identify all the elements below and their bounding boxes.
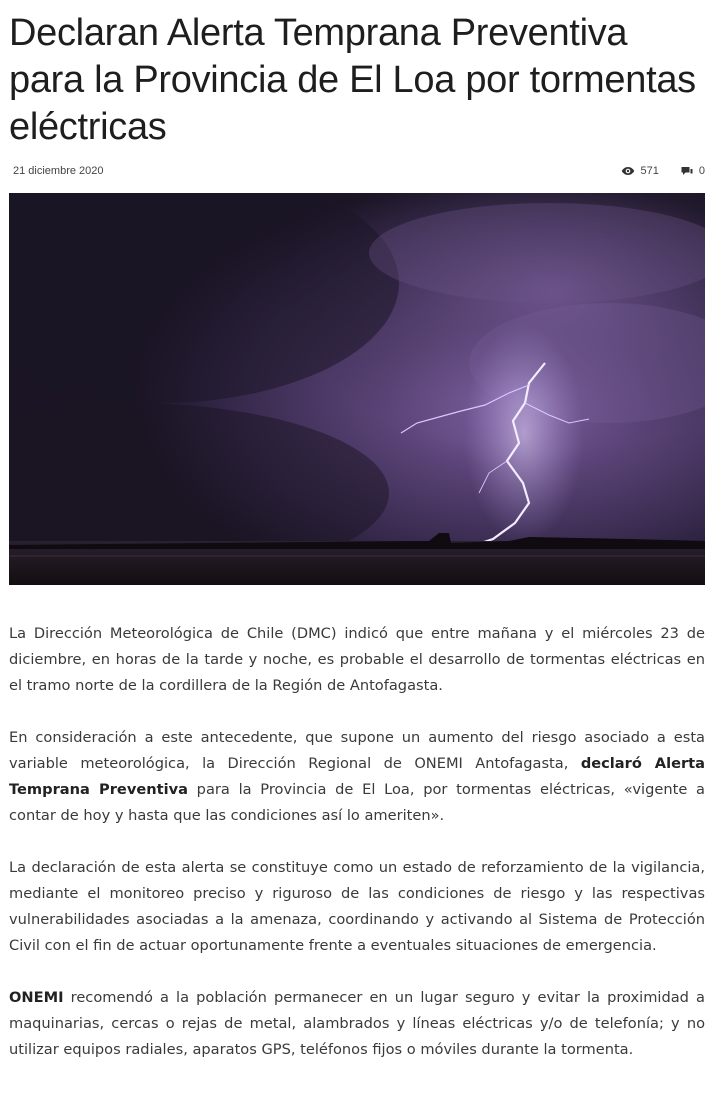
article: [9, 0, 705, 1089]
article-title: Declaran Alerta Temprana Preventiva para la Provincia de El Loa por tormentas eléctricas: [9, 12, 696, 148]
article-stats: [621, 165, 705, 177]
views-count: 571: [640, 165, 659, 177]
paragraph-2: En consideración a este antecedente, que supone un aumento del riesgo asociado a esta variable meteorológica, la Dirección Regional de ONEMI Antofagasta, declaró Alerta Temprana Preventiva para la Provincia de El Loa, por tormentas eléctricas, «vigente a contar de hoy y hasta que las condiciones así lo ameriten».: [9, 729, 705, 824]
paragraph-4: ONEMI recomendó a la población permanecer en un lugar seguro y evitar la proximidad a maquinarias, cercas o rejas de metal, alambrados y líneas eléctricas y/o de telefonía; y no utilizar equipos radiales, aparatos GPS, teléfonos fijos o móviles durante la tormenta.: [9, 989, 705, 1058]
article-meta: [9, 163, 705, 183]
eye-icon: [621, 166, 635, 176]
hero-image: [9, 193, 705, 585]
publish-date: 21 diciembre 2020: [13, 165, 104, 177]
highlight-alert: declaró Alerta Temprana Preventiva: [9, 755, 705, 798]
article-body: [9, 621, 705, 1063]
views-counter: [621, 165, 659, 177]
paragraph-1: La Dirección Meteorológica de Chile (DMC) indicó que entre mañana y el miércoles 23 de diciembre, en horas de la tarde y noche, es probable el desarrollo de tormentas eléctricas en el tramo norte de la cordillera de la Región de Antofagasta.: [9, 625, 705, 694]
comment-icon: [681, 166, 693, 176]
comments-counter[interactable]: [681, 165, 705, 177]
paragraph-3: La declaración de esta alerta se constituye como un estado de reforzamiento de la vigilancia, mediante el monitoreo preciso y riguroso de las condiciones de riesgo y las respectivas vulnerabilidades asociadas a la amenaza, coordinando y activando al Sistema de Protección Civil con el fin de actuar oportunamente frente a eventuales situaciones de emergencia.: [9, 859, 705, 954]
highlight-onemi: ONEMI: [9, 989, 64, 1006]
comments-count: 0: [698, 165, 705, 177]
